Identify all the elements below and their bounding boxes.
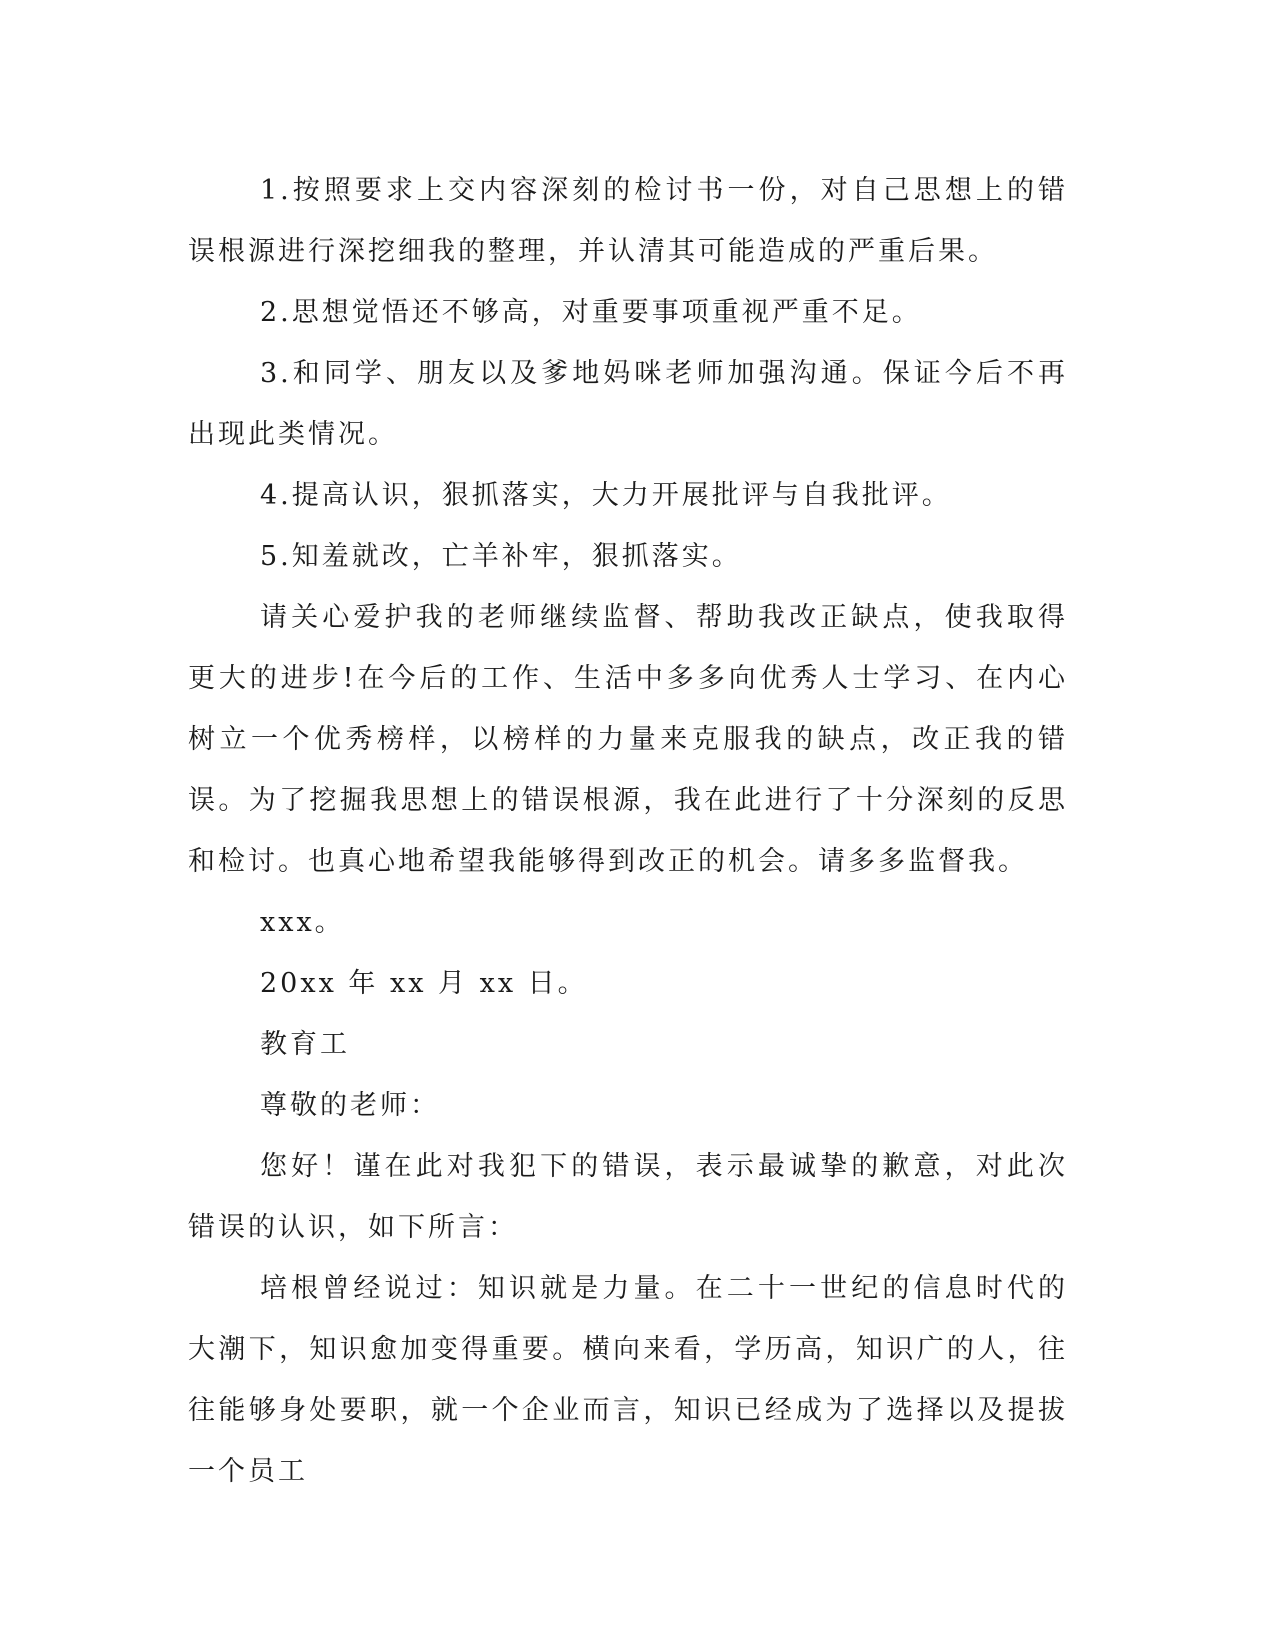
list-item-2: 2.思想觉悟还不够高，对重要事项重视严重不足。 [260, 297, 922, 328]
closing-paragraph: 请关心爱护我的老师继续监督、帮助我改正缺点，使我取得更大的进步!在今后的工作、生活中多多向优秀人士学习、在内心树立一个优秀榜样，以榜样的力量来克服我的缺点，改正我的错误。为了挖掘我思想上的错误根源，我在此进行了十分深刻的反思和检讨。也真心地希望我能够得到改正的机会。请多多监督我。 [188, 602, 1068, 877]
opening-paragraph: 您好！谨在此对我犯下的错误，表示最诚挚的歉意，对此次错误的认识，如下所言： [188, 1151, 1068, 1243]
body-paragraph: 培根曾经说过：知识就是力量。在二十一世纪的信息时代的大潮下，知识愈加变得重要。横向来看，学历高，知识广的人，往往能够身处要职，就一个企业而言，知识已经成为了选择以及提拔一个员工 [188, 1273, 1068, 1487]
section-heading: 教育工 [260, 1029, 350, 1060]
signature-date: 20xx 年 xx 月 xx 日。 [260, 968, 588, 999]
list-item-1: 1.按照要求上交内容深刻的检讨书一份，对自己思想上的错误根源进行深挖细我的整理，并认清其可能造成的严重后果。 [188, 175, 1068, 267]
document-body [188, 160, 1068, 1502]
salutation: 尊敬的老师： [260, 1090, 440, 1121]
signature-name: xxx。 [260, 907, 345, 938]
list-item-3: 3.和同学、朋友以及爹地妈咪老师加强沟通。保证今后不再出现此类情况。 [188, 358, 1068, 450]
list-item-4: 4.提高认识，狠抓落实，大力开展批评与自我批评。 [260, 480, 952, 511]
list-item-5: 5.知羞就改，亡羊补牢，狠抓落实。 [260, 541, 742, 572]
